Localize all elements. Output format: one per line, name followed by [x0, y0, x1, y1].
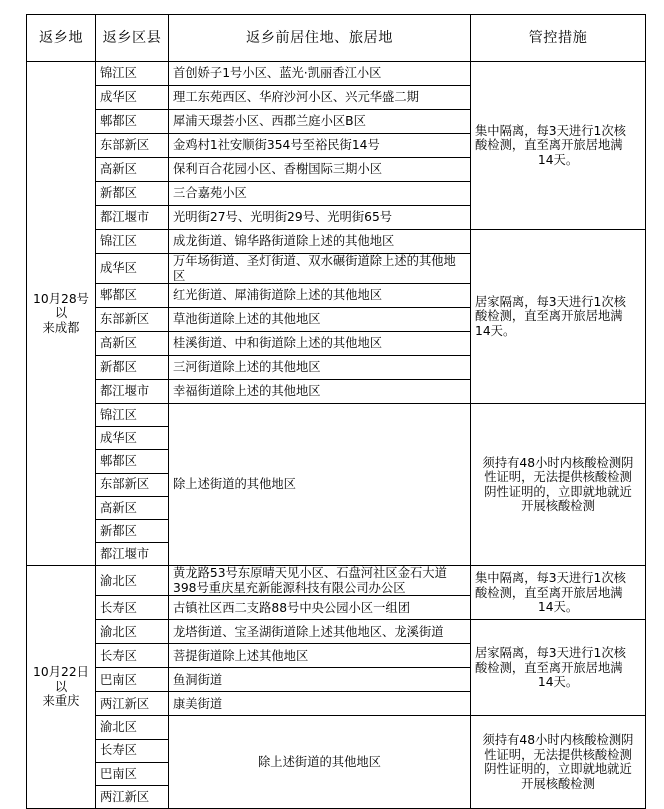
place-cell: 三河街道除上述的其他地区: [169, 356, 471, 380]
table-row: [27, 620, 646, 644]
district-cell: 郫都区: [96, 284, 169, 308]
place-cell: 首创娇子1号小区、蓝光·凯丽香江小区: [169, 62, 471, 86]
district-cell: 长寿区: [96, 596, 169, 620]
district-cell: 都江堰市: [96, 206, 169, 230]
district-cell: 两江新区: [96, 785, 169, 808]
place-cell: 桂溪街道、中和街道除上述的其他地区: [169, 332, 471, 356]
column-header-1: 返乡地: [27, 15, 96, 62]
district-cell: 都江堰市: [96, 380, 169, 404]
place-cell: 龙塔街道、宝圣湖街道除上述其他地区、龙溪街道: [169, 620, 471, 644]
place-cell: 鱼洞街道: [169, 668, 471, 692]
district-cell: 新都区: [96, 356, 169, 380]
district-cell: 渝北区: [96, 716, 169, 739]
measure-line: 酸检测，直至离开旅居地满: [475, 309, 623, 324]
measure-line: 性证明，无法提供核酸检测: [484, 747, 632, 762]
place-cell: 成龙街道、锦华路街道除上述的其他地区: [169, 230, 471, 254]
table-row: [27, 62, 646, 86]
table-body: [27, 15, 646, 809]
district-cell: 锦江区: [96, 62, 169, 86]
district-cell: 都江堰市: [96, 543, 169, 566]
table-row: [27, 404, 646, 427]
district-cell: 东部新区: [96, 134, 169, 158]
column-header-4: 管控措施: [471, 15, 646, 62]
district-cell: 渝北区: [96, 566, 169, 596]
measure-line: 14天。: [537, 600, 579, 615]
table-row: [27, 230, 646, 254]
district-cell: 成华区: [96, 86, 169, 110]
place-cell: 草池街道除上述的其他地区: [169, 308, 471, 332]
place-cell: 康美街道: [169, 692, 471, 716]
measure-line: 集中隔离，每3天进行1次核: [475, 123, 626, 138]
measure-line: 须持有48小时内核酸检测阴: [482, 733, 634, 748]
measure-cell-centralized: [471, 566, 646, 620]
measure-line: 酸检测，直至离开旅居地满: [475, 585, 623, 600]
measure-cell-home: [471, 620, 646, 716]
place-cell: 幸福街道除上述的其他地区: [169, 380, 471, 404]
district-cell: 新都区: [96, 182, 169, 206]
place-cell: 菩提街道除上述其他地区: [169, 644, 471, 668]
measure-line: 阴性证明的，立即就地就近: [484, 484, 632, 499]
district-cell: 巴南区: [96, 668, 169, 692]
place-cell: 保利百合花园小区、香榭国际三期小区: [169, 158, 471, 182]
place-cell: 三合嘉苑小区: [169, 182, 471, 206]
measure-line: 酸检测，直至离开旅居地满: [475, 660, 623, 675]
measure-cell-home: [471, 230, 646, 404]
measure-line: 14天。: [537, 675, 579, 690]
measure-line: 开展核酸检测: [521, 499, 595, 514]
district-cell: 长寿区: [96, 644, 169, 668]
district-cell: 郫都区: [96, 450, 169, 473]
district-cell: 新都区: [96, 519, 169, 542]
column-header-2: 返乡区县: [96, 15, 169, 62]
control-measures-table: [26, 14, 646, 809]
district-cell: 郫都区: [96, 110, 169, 134]
place-cell-merged: 除上述街道的其他地区: [169, 404, 471, 566]
column-header-3: 返乡前居住地、旅居地: [169, 15, 471, 62]
measure-line: 开展核酸检测: [521, 776, 595, 791]
measure-line: 须持有48小时内核酸检测阴: [482, 455, 634, 470]
table-header-row: [27, 15, 646, 62]
district-cell: 高新区: [96, 496, 169, 519]
measure-cell-nucleic: [471, 716, 646, 809]
measure-line: 酸检测，直至离开旅居地满: [475, 138, 623, 153]
region-cell-line1: 10月22日以: [33, 665, 89, 694]
place-cell: 黄龙路53号东原晴天见小区、石盘河社区金石大道398号重庆星充新能源科技有限公司办公区: [169, 566, 471, 596]
district-cell: 东部新区: [96, 308, 169, 332]
measure-line: 性证明，无法提供核酸检测: [484, 470, 632, 485]
region-cell-line2: 来成都: [42, 320, 80, 335]
place-cell: 万年场街道、圣灯街道、双水碾街道除上述的其他地区: [169, 254, 471, 284]
measure-line: 阴性证明的，立即就地就近: [484, 762, 632, 777]
district-cell: 高新区: [96, 332, 169, 356]
measure-cell-nucleic: [471, 404, 646, 566]
district-cell: 两江新区: [96, 692, 169, 716]
place-cell: 犀浦天璟荟小区、西郡兰庭小区B区: [169, 110, 471, 134]
region-cell-line1: 10月28号以: [33, 291, 89, 321]
district-cell: 巴南区: [96, 762, 169, 785]
district-cell: 锦江区: [96, 404, 169, 427]
place-cell: 金鸡村1社安顺街354号至裕民街14号: [169, 134, 471, 158]
table-row: [27, 716, 646, 739]
region-cell: [27, 566, 96, 809]
place-cell: 古镇社区西二支路88号中央公园小区一组团: [169, 596, 471, 620]
measure-line: 居家隔离，每3天进行1次核: [475, 646, 626, 661]
measure-line: 居家隔离，每3天进行1次核: [475, 294, 626, 309]
district-cell: 锦江区: [96, 230, 169, 254]
region-cell-line2: 来重庆: [42, 694, 80, 709]
district-cell: 成华区: [96, 254, 169, 284]
district-cell: 长寿区: [96, 739, 169, 762]
district-cell: 东部新区: [96, 473, 169, 496]
table-row: [27, 566, 646, 596]
district-cell: 渝北区: [96, 620, 169, 644]
place-cell: 光明街27号、光明街29号、光明街65号: [169, 206, 471, 230]
place-cell: 理工东苑西区、华府沙河小区、兴元华盛二期: [169, 86, 471, 110]
district-cell: 成华区: [96, 427, 169, 450]
place-cell: 红光街道、犀浦街道除上述的其他地区: [169, 284, 471, 308]
district-cell: 高新区: [96, 158, 169, 182]
measure-line: 14天。: [537, 152, 579, 167]
measure-line: 14天。: [475, 323, 516, 338]
region-cell: [27, 62, 96, 566]
measure-line: 集中隔离，每3天进行1次核: [475, 571, 626, 586]
place-cell-merged: 除上述街道的其他地区: [169, 716, 471, 809]
measure-cell-centralized: [471, 62, 646, 230]
